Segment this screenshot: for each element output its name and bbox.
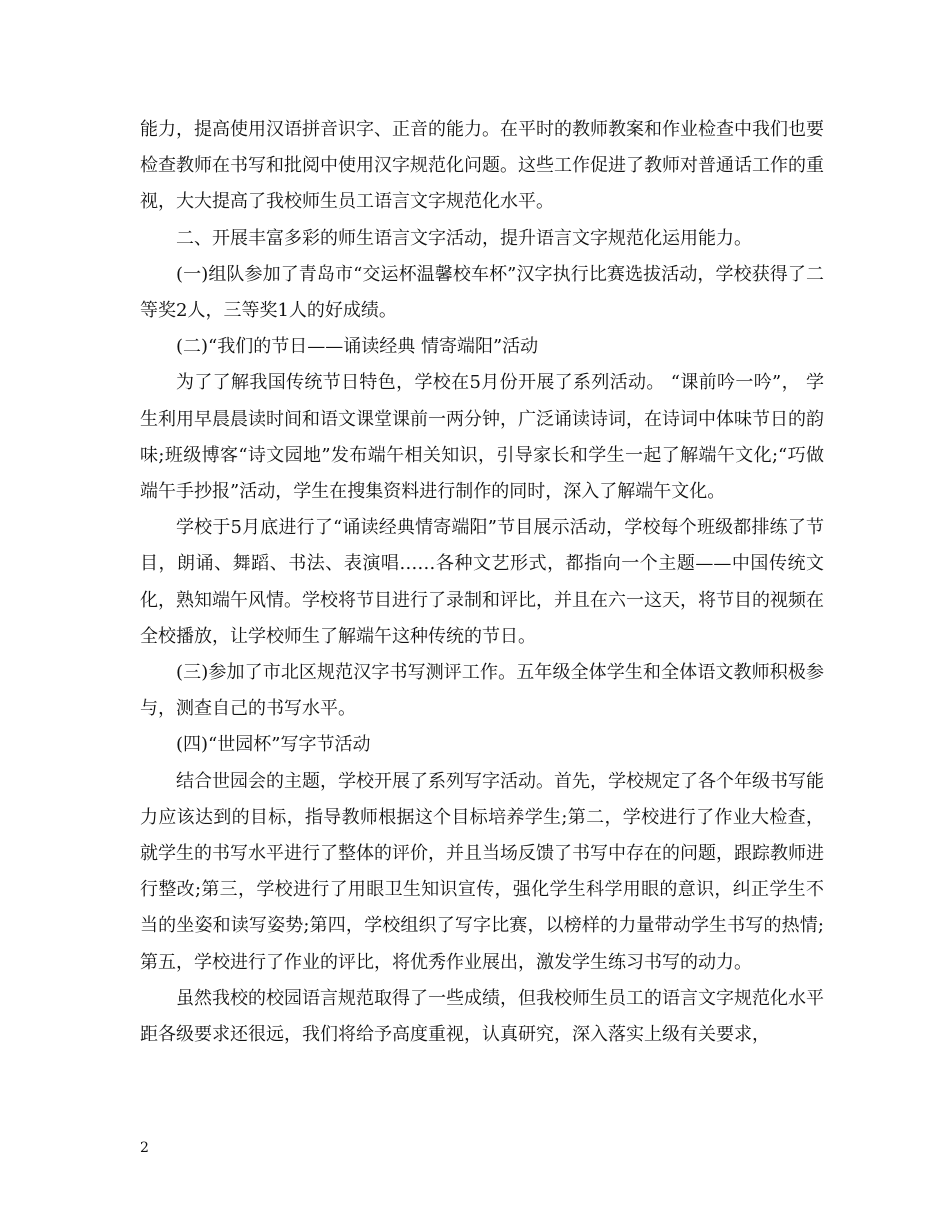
paragraph-5: 为了了解我国传统节日特色，学校在5月份开展了系列活动。 “课前吟一吟”， 学生利用早晨晨读时间和语文课堂课前一两分钟，广泛诵读诗词，在诗词中体味节日的韵味;班级博客“诗文园地”发布端午相关知识，引导家长和学生一起了解端午文化;“巧做端午手抄报”活动，学生在搜集资料进行制作的同时，深入了解端午文化。 <box>140 372 824 503</box>
paragraph-8-subheading: (四)“世园杯”写字节活动 <box>176 734 371 756</box>
paragraph-1: 能力，提高使用汉语拼音识字、正音的能力。在平时的教师教案和作业检查中我们也要检查教师在书写和批阅中使用汉字规范化问题。这些工作促进了教师对普通话工作的重视，大大提高了我校师生员工语言文字规范化水平。 <box>140 119 824 213</box>
page-number: 2 <box>140 1140 149 1156</box>
paragraph-10: 虽然我校的校园语言规范取得了一些成绩，但我校师生员工的语言文字规范化水平距各级要求还很远，我们将给予高度重视，认真研究，深入落实上级有关要求， <box>140 987 824 1046</box>
paragraph-6: 学校于5月底进行了“诵读经典情寄端阳”节目展示活动，学校每个班级都排练了节目，朗诵、舞蹈、书法、表演唱……各种文艺形式，都指向一个主题——中国传统文化，熟知端午风情。学校将节目进行了录制和评比，并且在六一这天，将节目的视频在全校播放，让学校师生了解端午这种传统的节日。 <box>140 517 824 647</box>
paragraph-9: 结合世园会的主题，学校开展了系列写字活动。首先，学校规定了各个年级书写能力应该达到的目标，指导教师根据这个目标培养学生;第二，学校进行了作业大检查，就学生的书写水平进行了整体的评价，并且当场反馈了书写中存在的问题，跟踪教师进行整改;第三，学校进行了用眼卫生知识宣传，强化学生科学用眼的意识，纠正学生不当的坐姿和读写姿势;第四，学校组织了写字比赛，以榜样的力量带动学生书写的热情;第五，学校进行了作业的评比，将优秀作业展出，激发学生练习书写的动力。 <box>140 770 824 973</box>
paragraph-3: (一)组队参加了青岛市“交运杯温馨校车杯”汉字执行比赛选拔活动，学校获得了二等奖2人，三等奖1人的好成绩。 <box>140 263 824 322</box>
paragraph-4-subheading: (二)“我们的节日——诵读经典 情寄端阳”活动 <box>176 336 539 358</box>
document-body <box>140 112 824 1053</box>
paragraph-2-section-heading: 二、开展丰富多彩的师生语言文字活动，提升语言文字规范化运用能力。 <box>176 227 752 249</box>
paragraph-7: (三)参加了市北区规范汉字书写测评工作。五年级全体学生和全体语文教师积极参与，测查自己的书写水平。 <box>140 662 824 720</box>
